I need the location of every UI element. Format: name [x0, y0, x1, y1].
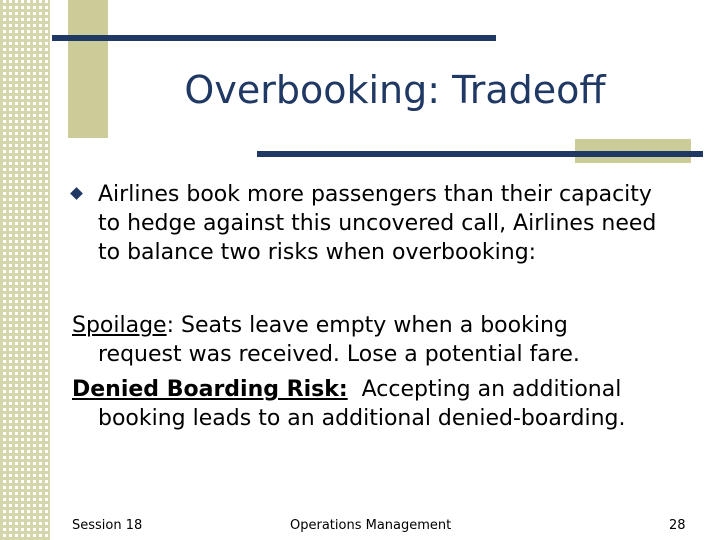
bullet-line-1: Airlines book more passengers than their capacity — [98, 182, 652, 207]
spoilage-text-line-2: request was received. Lose a potential fare. — [98, 342, 580, 367]
denied-boarding-paragraph — [72, 375, 692, 433]
spoilage-text-line-1: : Seats leave empty when a booking — [166, 313, 568, 338]
bullet-line-2: to hedge against this uncovered call, Airlines need — [98, 211, 657, 236]
footer-course: Operations Management — [290, 518, 452, 533]
spoilage-term: Spoilage — [72, 313, 167, 338]
footer-page-number: 28 — [669, 518, 686, 533]
bullet-item — [72, 180, 692, 267]
title-bottom-rule — [257, 151, 703, 157]
left-pattern-stripe — [0, 0, 50, 540]
title-olive-block-left — [68, 0, 108, 138]
denied-boarding-text-line-1: Accepting an additional — [347, 377, 622, 402]
diamond-bullet-icon — [70, 187, 83, 200]
title-top-rule — [52, 35, 496, 41]
slide-title: Overbooking: Tradeoff — [184, 68, 606, 112]
denied-boarding-text-line-2: booking leads to an additional denied-boarding. — [98, 406, 626, 431]
footer-session: Session 18 — [72, 518, 143, 533]
bullet-line-3: to balance two risks when overbooking: — [98, 240, 537, 265]
spoilage-paragraph — [72, 311, 692, 369]
denied-boarding-term: Denied Boarding Risk: — [72, 377, 348, 402]
